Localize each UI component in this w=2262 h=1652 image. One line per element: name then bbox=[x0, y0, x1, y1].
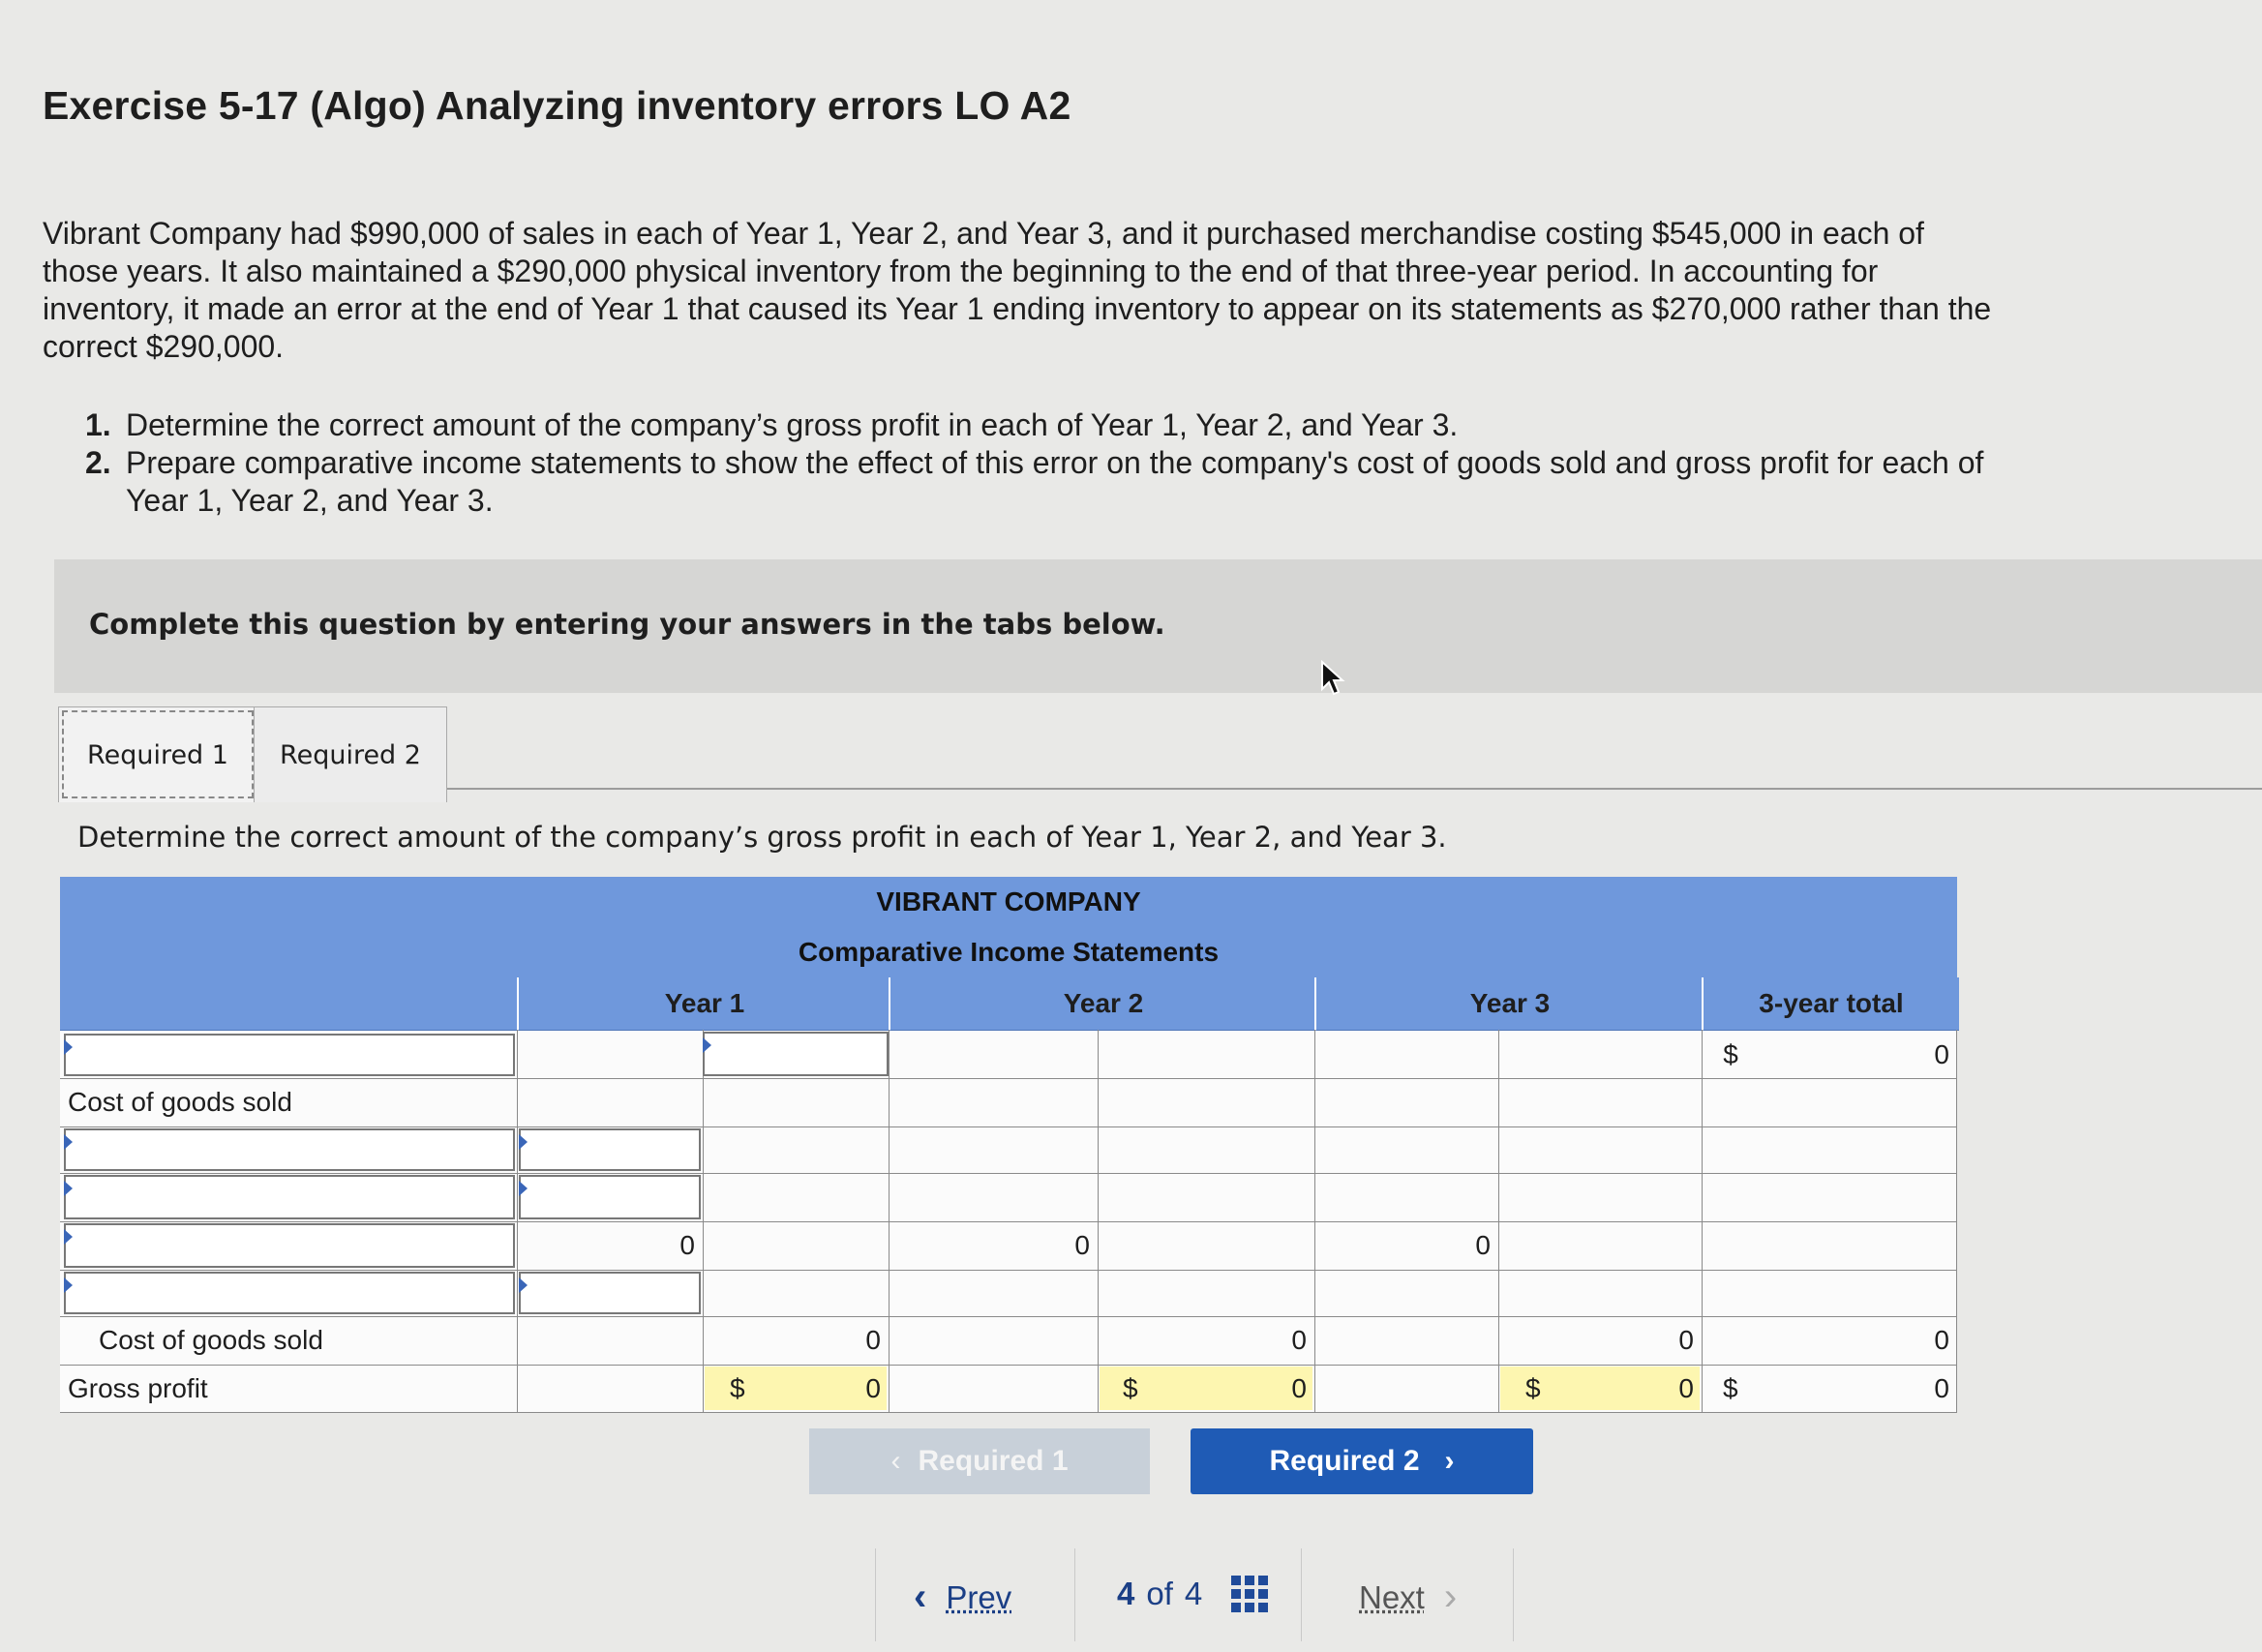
pager-divider bbox=[1301, 1548, 1302, 1641]
sales-total-value: 0 bbox=[1934, 1039, 1949, 1069]
cogs-year-1: 0 bbox=[865, 1325, 881, 1355]
banner-text: Complete this question by entering your answers in the tabs below. bbox=[89, 608, 1165, 641]
requirement-number: 1. bbox=[85, 407, 111, 442]
requirement-text: Determine the correct amount of the company’s gross profit in each of Year 1, Year 2, and Year 3. bbox=[126, 407, 1459, 442]
cogs-total: 0 bbox=[1934, 1325, 1949, 1355]
gross-profit-year-1: 0 bbox=[865, 1372, 881, 1403]
grid-line bbox=[60, 1270, 1957, 1271]
previous-required-label: Required 1 bbox=[918, 1445, 1069, 1477]
next-question-link[interactable] bbox=[1359, 1576, 1457, 1619]
requirement-2 bbox=[85, 444, 2021, 520]
cogs-item-year-1-input[interactable] bbox=[519, 1175, 701, 1219]
next-required-label: Required 2 bbox=[1269, 1445, 1420, 1477]
problem-statement: Vibrant Company had $990,000 of sales in each of Year 1, Year 2, and Year 3, and it purchased merchandise costing $545,000 in each of those years. It also maintained a $290,000 physical inventory from the beginning to the end of that three-year period. In accounting for inventory, it made an error at the end of Year 1 that caused its Year 1 ending inventory to appear on its statements as $270,000 rather than the correct $290,000. bbox=[43, 216, 1992, 364]
cogs-total-label: Cost of goods sold bbox=[99, 1325, 323, 1355]
goods-available-year-3: 0 bbox=[1475, 1230, 1491, 1260]
requirement-text: Prepare comparative income statements to show the effect of this error on the company's cost of goods sold and gross profit for each of Year 1, Year 2, and Year 3. bbox=[126, 445, 1984, 518]
income-statement-table bbox=[60, 877, 1957, 1413]
ending-inventory-label-input[interactable] bbox=[64, 1272, 515, 1314]
goods-available-year-1: 0 bbox=[679, 1230, 695, 1260]
pager-divider bbox=[875, 1548, 876, 1641]
currency-symbol: $ bbox=[1723, 1039, 1738, 1069]
page-title: Exercise 5-17 (Algo) Analyzing inventory errors LO A2 bbox=[43, 83, 1071, 128]
cogs-item-year-1-input[interactable] bbox=[519, 1128, 701, 1171]
currency-symbol: $ bbox=[1123, 1372, 1138, 1403]
chevron-right-icon: › bbox=[1443, 1576, 1458, 1618]
label-column-header bbox=[60, 977, 517, 1031]
mouse-cursor-icon bbox=[1320, 660, 1345, 699]
requirement-number: 2. bbox=[85, 445, 111, 480]
page-of: of bbox=[1146, 1576, 1173, 1611]
next-label: Next bbox=[1359, 1578, 1425, 1615]
cogs-section-label: Cost of goods sold bbox=[68, 1087, 292, 1117]
question-pager bbox=[875, 1548, 1514, 1641]
grid-line bbox=[60, 1126, 1957, 1127]
sales-year-1-input[interactable] bbox=[703, 1032, 889, 1076]
current-page: 4 bbox=[1117, 1576, 1135, 1611]
cogs-item-label-input[interactable] bbox=[64, 1128, 515, 1171]
cogs-item-label-input[interactable] bbox=[64, 1175, 515, 1219]
statement-title: Comparative Income Statements bbox=[60, 927, 1957, 978]
column-header-year-3: Year 3 bbox=[1314, 977, 1704, 1031]
column-header-year-2: Year 2 bbox=[889, 977, 1316, 1031]
column-header-total: 3-year total bbox=[1702, 977, 1959, 1031]
cogs-year-2: 0 bbox=[1291, 1325, 1307, 1355]
ending-inventory-year-1-input[interactable] bbox=[519, 1272, 701, 1314]
gross-profit-total: 0 bbox=[1934, 1372, 1949, 1403]
page-indicator bbox=[1117, 1576, 1268, 1612]
next-required-button[interactable] bbox=[1191, 1428, 1533, 1494]
grid-line bbox=[60, 1412, 1957, 1413]
company-name: VIBRANT COMPANY bbox=[60, 877, 1957, 928]
requirement-1 bbox=[85, 406, 2021, 444]
cogs-year-3: 0 bbox=[1678, 1325, 1694, 1355]
currency-symbol: $ bbox=[1525, 1372, 1541, 1403]
tab-required-1[interactable]: Required 1 bbox=[58, 706, 257, 802]
tab-instruction: Determine the correct amount of the company’s gross profit in each of Year 1, Year 2, and Year 3. bbox=[77, 821, 1447, 854]
grid-line bbox=[60, 1173, 1957, 1174]
instruction-banner bbox=[54, 559, 2262, 693]
grid-menu-icon[interactable] bbox=[1231, 1576, 1268, 1612]
sales-label-input[interactable] bbox=[64, 1034, 515, 1076]
gross-profit-year-2: 0 bbox=[1291, 1372, 1307, 1403]
total-pages: 4 bbox=[1184, 1576, 1203, 1611]
chevron-left-icon: ‹ bbox=[890, 1445, 901, 1477]
chevron-right-icon: › bbox=[1444, 1445, 1455, 1477]
chevron-left-icon: ‹ bbox=[914, 1576, 927, 1618]
goods-available-year-2: 0 bbox=[1074, 1230, 1090, 1260]
goods-available-label-input[interactable] bbox=[64, 1223, 515, 1268]
column-header-year-1: Year 1 bbox=[517, 977, 890, 1031]
tab-bar bbox=[54, 705, 2262, 805]
prev-label: Prev bbox=[946, 1578, 1012, 1615]
gross-profit-year-3: 0 bbox=[1678, 1372, 1694, 1403]
requirements-list bbox=[85, 406, 2021, 520]
currency-symbol: $ bbox=[730, 1372, 745, 1403]
tab-divider bbox=[447, 788, 2262, 790]
prev-question-link[interactable] bbox=[914, 1576, 1011, 1619]
previous-required-button[interactable] bbox=[809, 1428, 1150, 1494]
pager-divider bbox=[1074, 1548, 1075, 1641]
pager-divider bbox=[1513, 1548, 1514, 1641]
gross-profit-label: Gross profit bbox=[68, 1372, 208, 1403]
tab-required-2[interactable]: Required 2 bbox=[254, 706, 447, 802]
currency-symbol: $ bbox=[1723, 1372, 1738, 1403]
